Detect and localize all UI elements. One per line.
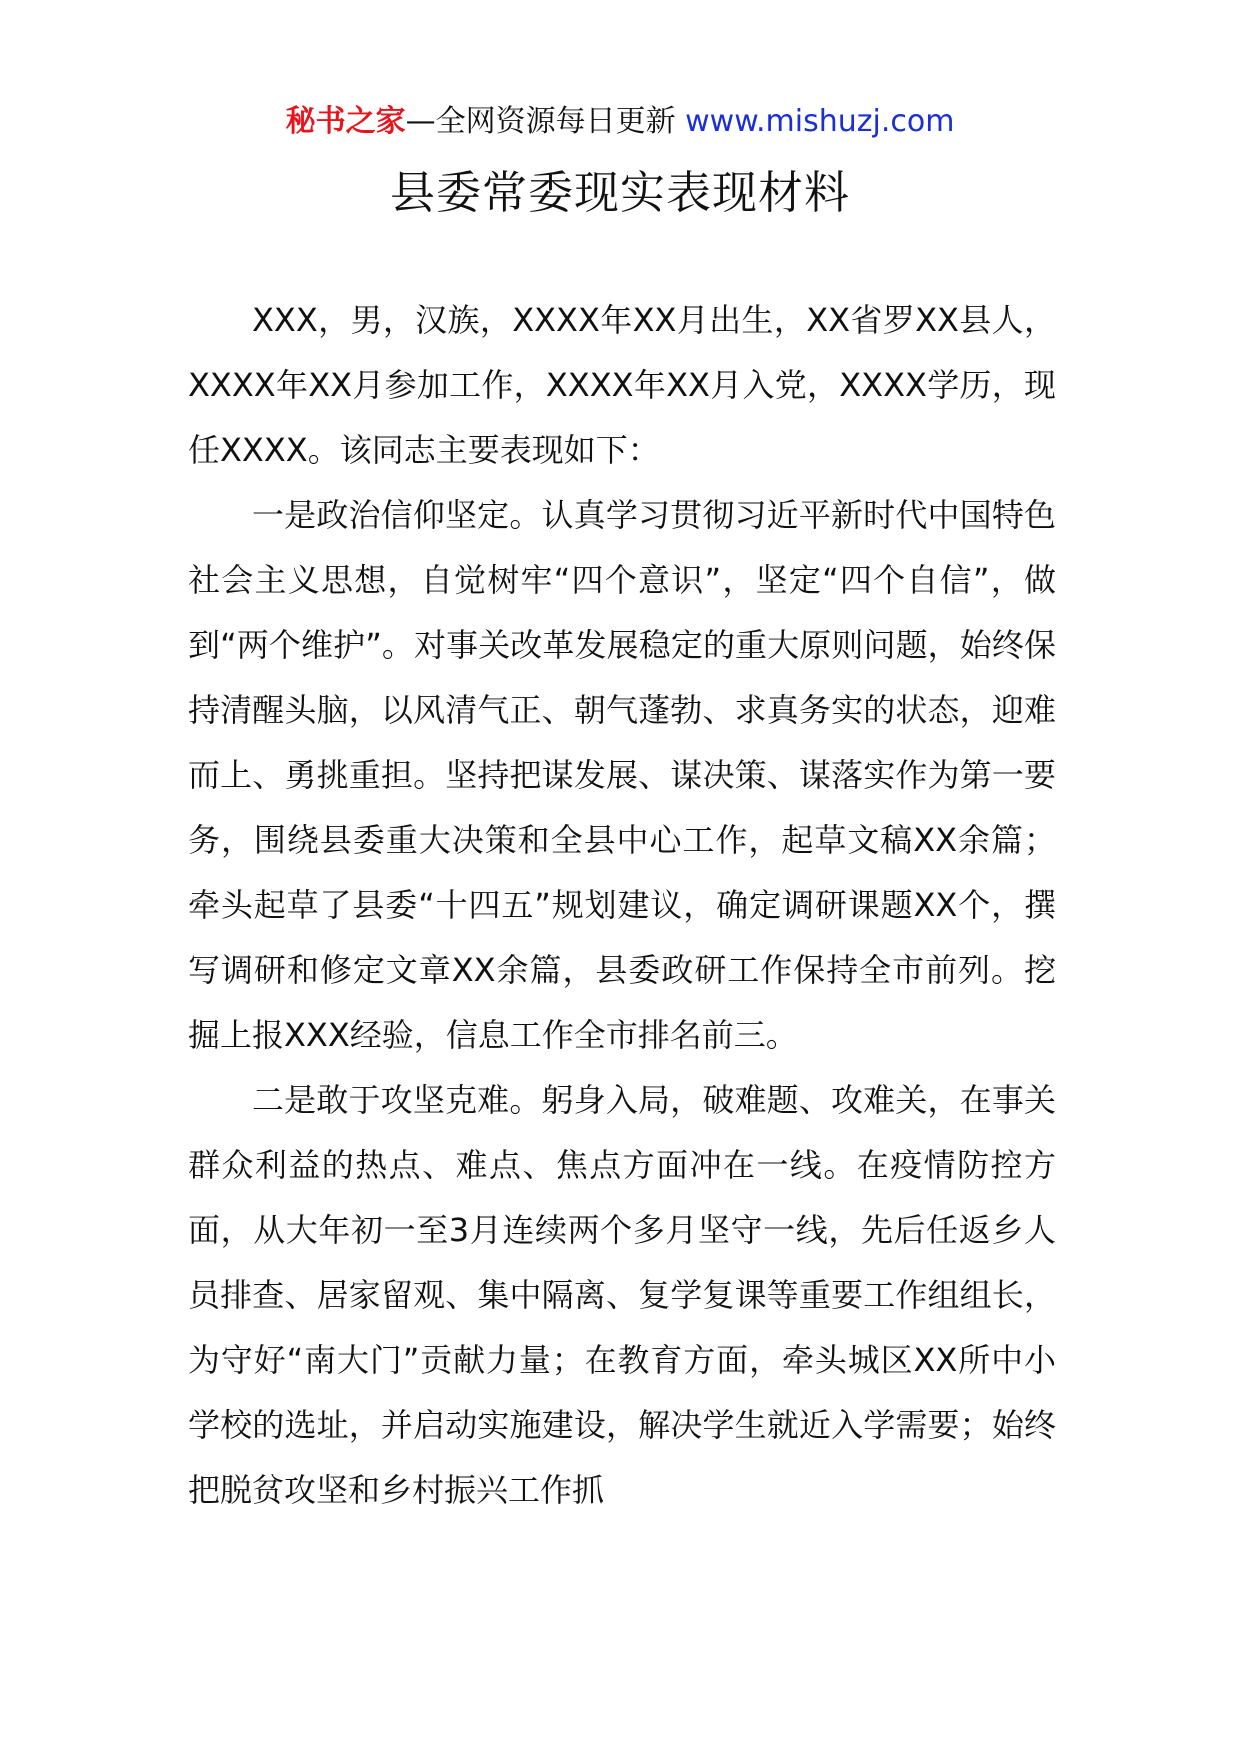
paragraph-intro: XXX，男，汉族，XXXX年XX月出生，XX省罗XX县人，XXXX年XX月参加工作，XXXX年XX月入党，XXXX学历，现任XXXX。该同志主要表现如下：: [188, 301, 1056, 469]
brand-name: 秘书之家: [285, 104, 406, 139]
paragraph-political-belief: 一是政治信仰坚定。认真学习贯彻习近平新时代中国特色社会主义思想，自觉树牢“四个意识”，坚定“四个自信”，做到“两个维护”。对事关改革发展稳定的重大原则问题，始终保持清醒头脑，以风清气正、朝气蓬勃、求真务实的状态，迎难而上、勇挑重担。坚持把谋发展、谋决策、谋落实作为第一要务，围绕县委重大决策和全县中心工作，起草文稿XX余篇；牵头起草了县委“十四五”规划建议，确定调研课题XX个，撰写调研和修定文章XX余篇，县委政研工作保持全市前列。挖掘上报XXX经验，信息工作全市排名前三。: [188, 496, 1056, 1054]
document-title: 县委常委现实表现材料: [389, 166, 850, 219]
banner-tagline: —全网资源每日更新: [405, 104, 686, 139]
paragraph-overcome-difficulties: 二是敢于攻坚克难。躬身入局，破难题、攻难关，在事关群众利益的热点、难点、焦点方面冲在一线。在疫情防控方面，从大年初一至3月连续两个多月坚守一线，先后任返乡人员排查、居家留观、集中隔离、复学复课等重要工作组组长，为守好“南大门”贡献力量；在教育方面，牵头城区XX所中小学校的选址，并启动实施建设，解决学生就近入学需要；始终把脱贫攻坚和乡村振兴工作抓: [188, 1081, 1056, 1509]
document-body: [188, 288, 1056, 1523]
site-url-link[interactable]: www.mishuzj.com: [685, 104, 955, 139]
site-banner: [0, 100, 1240, 144]
